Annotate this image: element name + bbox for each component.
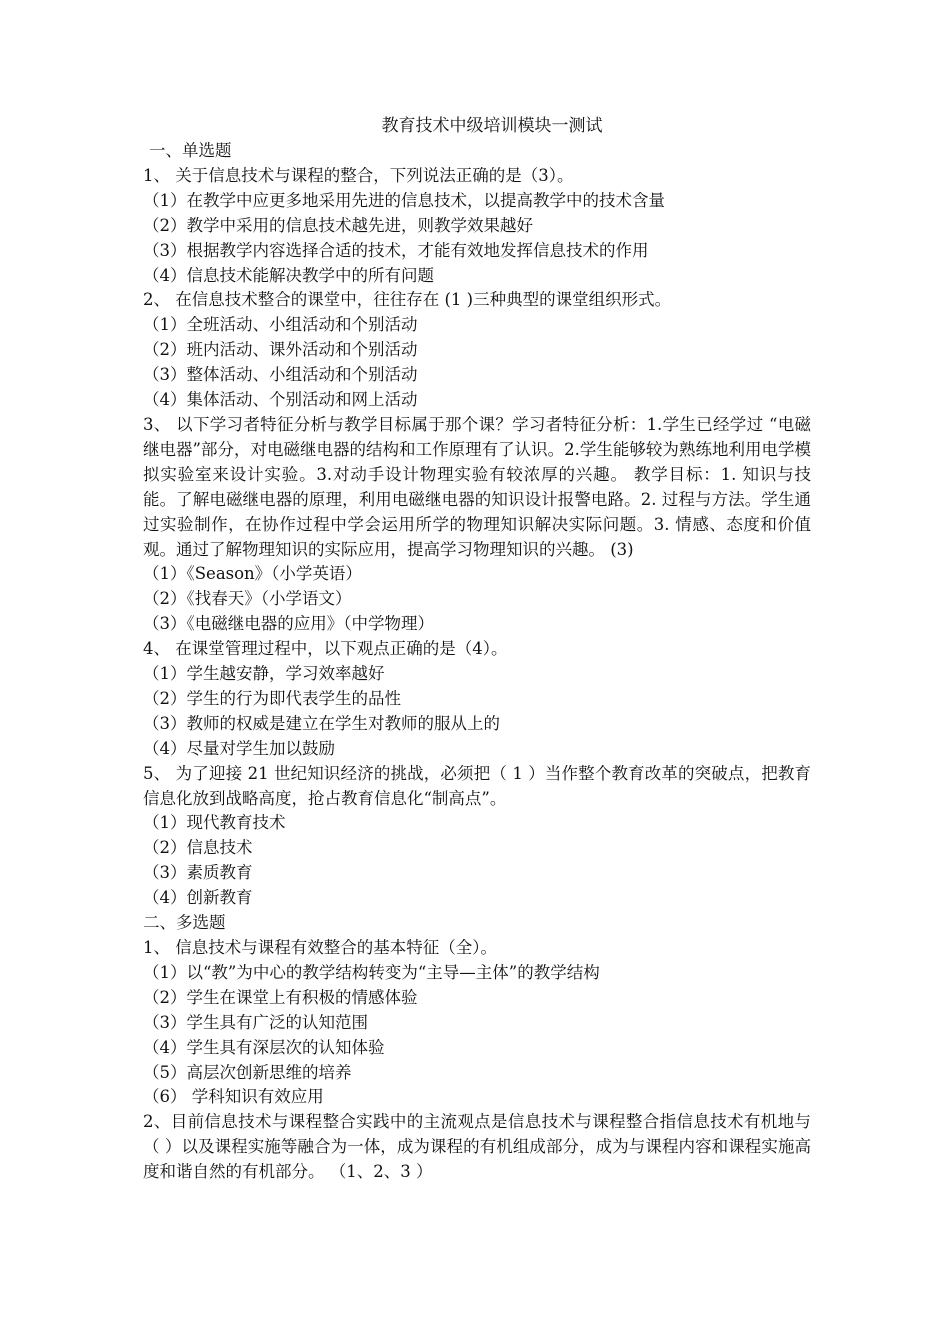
- option: （1）《Season》（小学英语）: [143, 564, 362, 584]
- multi-question-1: [143, 936, 811, 1110]
- multi-question-2: [143, 1110, 811, 1185]
- option: （3）教师的权威是建立在学生对教师的服从上的: [143, 713, 500, 733]
- document-title: 教育技术中级培训模块一测试: [381, 116, 603, 136]
- question-5: [143, 762, 811, 911]
- option: （2）学生的行为即代表学生的品性: [143, 688, 401, 708]
- option: （1）在教学中应更多地采用先进的信息技术，以提高教学中的技术含量: [143, 190, 665, 210]
- section-heading-multiple-choice: 二、多选题: [143, 913, 226, 933]
- option: （5）高层次创新思维的培养: [143, 1062, 352, 1082]
- question-4: [143, 637, 811, 762]
- question-stem: 3、 以下学习者特征分析与教学目标属于那个课？学习者特征分析：1.学生已经学过 “电磁继电器”部分，对电磁继电器的结构和工作原理有了认识。2.学生能够较为熟练地利用电学模拟实验室来设计实验。3.对动手设计物理实验有较浓厚的兴趣。 教学目标：1. 知识与技能。了解电磁继电器的原理，利用电磁继电器的知识设计报警电路。2. 过程与方法。学生通过实验制作，在协作过程中学会运用所学的物理知识解决实际问题。3. 情感、态度和价值观。通过了解物理知识的实际应用，提高学习物理知识的兴趣。 (3): [143, 414, 811, 559]
- question-3: [143, 413, 811, 637]
- question-stem: 4、 在课堂管理过程中，以下观点正确的是（4）。: [143, 639, 508, 659]
- option: （1）全班活动、小组活动和个别活动: [143, 315, 418, 335]
- option: （3）素质教育: [143, 863, 253, 883]
- option: （3）整体活动、小组活动和个别活动: [143, 365, 418, 385]
- option: （2）信息技术: [143, 838, 253, 858]
- option: （3）根据教学内容选择合适的技术，才能有效地发挥信息技术的作用: [143, 240, 649, 260]
- section-heading-single-choice: 一、单选题: [149, 141, 232, 160]
- option: （4）集体活动、个别活动和网上活动: [143, 390, 418, 410]
- question-stem: 1、 关于信息技术与课程的整合，下列说法正确的是（3）。: [143, 165, 574, 185]
- option: （2）学生在课堂上有积极的情感体验: [143, 987, 418, 1007]
- option: （2）《找春天》（小学语文）: [143, 589, 352, 609]
- question-stem: 1、 信息技术与课程有效整合的基本特征（全）。: [143, 938, 497, 957]
- question-1: [143, 164, 811, 289]
- option: （4）学生具有深层次的认知体验: [143, 1037, 385, 1057]
- question-stem: 5、 为了迎接 21 世纪知识经济的挑战，必须把（ 1 ）当作整个教育改革的突破点，把教育信息化放到战略高度，抢占教育信息化“制高点”。: [143, 763, 811, 808]
- question-stem: 2、目前信息技术与课程整合实践中的主流观点是信息技术与课程整合指信息技术有机地与（ ）以及课程实施等融合为一体，成为课程的有机组成部分，成为与课程内容和课程实施高度和谐自然的有机部分。 （1、2、3 ）: [143, 1112, 811, 1182]
- question-stem: 2、 在信息技术整合的课堂中，往往存在 (1 )三种典型的课堂组织形式。: [143, 290, 672, 310]
- option: （4）尽量对学生加以鼓励: [143, 738, 335, 758]
- option: （6） 学科知识有效应用: [143, 1087, 324, 1107]
- question-2: [143, 288, 811, 413]
- option: （2）班内活动、课外活动和个别活动: [143, 340, 418, 360]
- option: （3）《电磁继电器的应用》（中学物理）: [143, 614, 434, 634]
- option: （1）学生越安静，学习效率越好: [143, 664, 385, 684]
- option: （1）以“教”为中心的教学结构转变为“主导—主体”的教学结构: [143, 962, 600, 982]
- option: （2）教学中采用的信息技术越先进，则教学效果越好: [143, 215, 533, 235]
- document-page: [143, 113, 811, 1185]
- option: （4）信息技术能解决教学中的所有问题: [143, 265, 434, 285]
- option: （4）创新教育: [143, 888, 253, 908]
- option: （1）现代教育技术: [143, 813, 286, 833]
- option: （3）学生具有广泛的认知范围: [143, 1012, 368, 1032]
